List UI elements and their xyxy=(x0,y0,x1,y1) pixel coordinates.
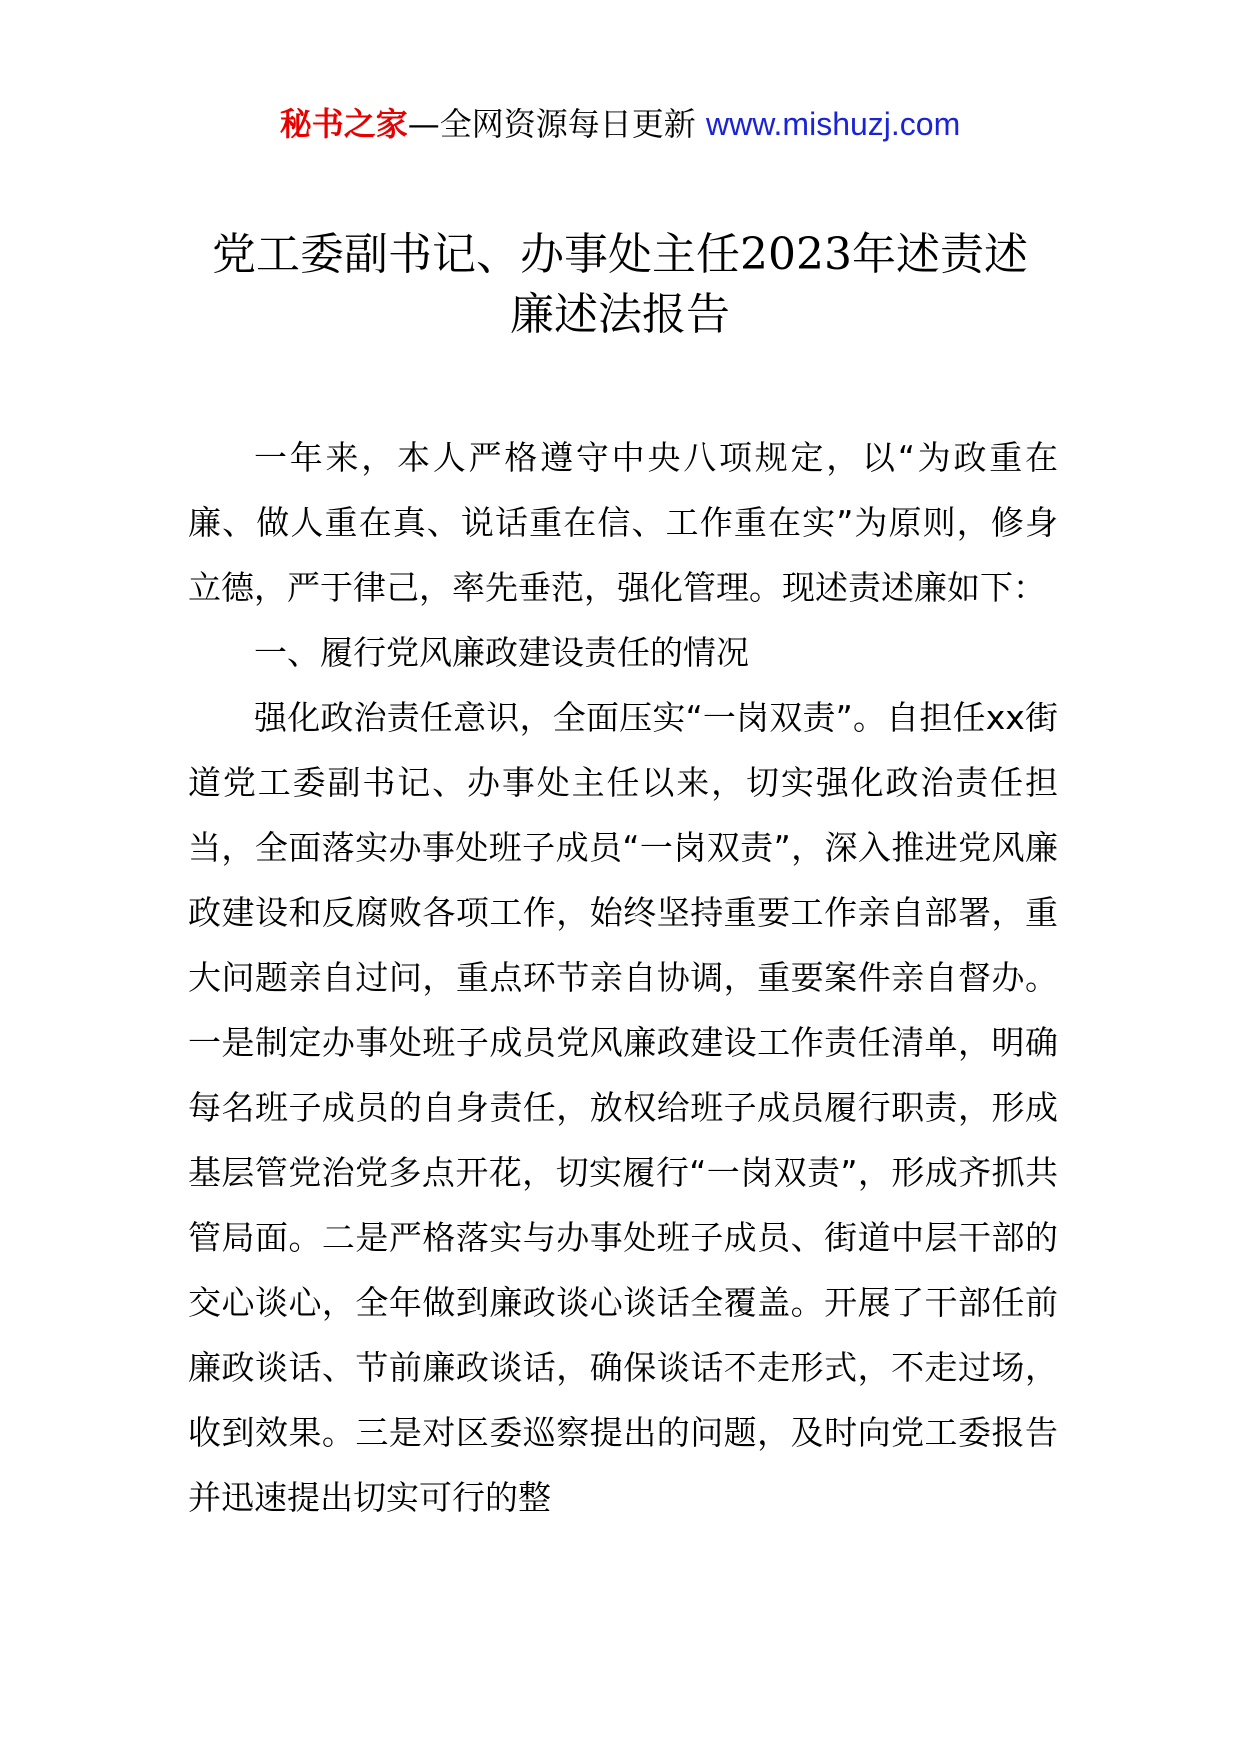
document-body xyxy=(188,425,1058,1530)
site-header xyxy=(0,100,1240,148)
title-line-1: 党工委副书记、办事处主任2023年述责述 xyxy=(212,229,1028,280)
document-title xyxy=(150,225,1090,345)
site-url-link[interactable]: www.mishuzj.com xyxy=(705,106,961,142)
body-paragraph: 强化政治责任意识，全面压实“一岗双责”。自担任xx街道党工委副书记、办事处主任以来，切实强化政治责任担当，全面落实办事处班子成员“一岗双责”，深入推进党风廉政建设和反腐败各项工作，始终坚持重要工作亲自部署，重大问题亲自过问，重点环节亲自协调，重要案件亲自督办。一是制定办事处班子成员党风廉政建设工作责任清单，明确每名班子成员的自身责任，放权给班子成员履行职责，形成基层管党治党多点开花，切实履行“一岗双责”，形成齐抓共管局面。二是严格落实与办事处班子成员、街道中层干部的交心谈心，全年做到廉政谈心谈话全覆盖。开展了干部任前廉政谈话、节前廉政谈话，确保谈话不走形式，不走过场，收到效果。三是对区委巡察提出的问题，及时向党工委报告并迅速提出切实可行的整 xyxy=(188,698,1058,1517)
header-tagline: —全网资源每日更新 xyxy=(407,105,706,143)
title-line-2: 廉述法报告 xyxy=(510,289,730,340)
brand-name: 秘书之家 xyxy=(279,105,408,143)
section-heading: 一、履行党风廉政建设责任的情况 xyxy=(254,633,749,672)
intro-paragraph: 一年来，本人严格遵守中央八项规定，以“为政重在廉、做人重在真、说话重在信、工作重在实”为原则，修身立德，严于律己，率先垂范，强化管理。现述责述廉如下： xyxy=(188,438,1058,607)
